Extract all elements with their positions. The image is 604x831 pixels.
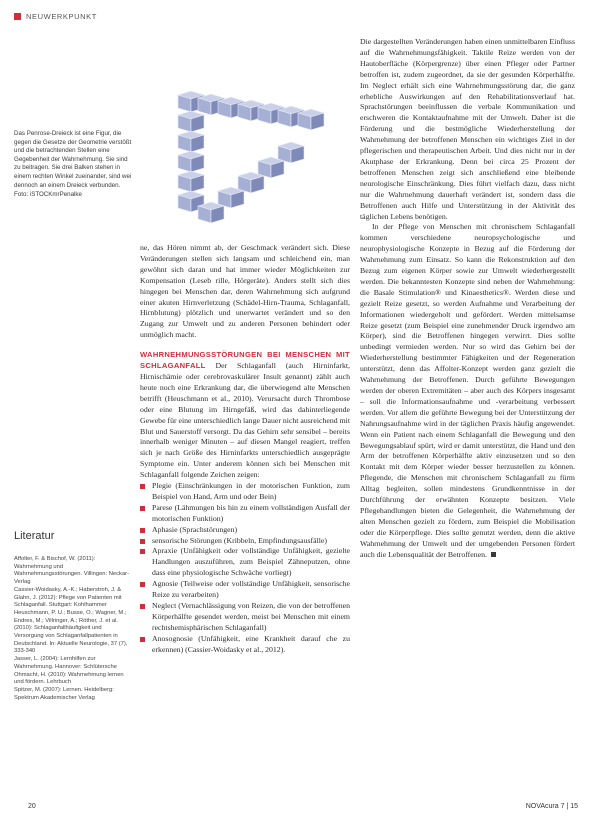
symptom-item: Neglect (Vernachlässigung von Reizen, die von der betroffenen Körperhälfte gesendet werden, meist bei Menschen mit einem rechtshemisphärischen Schlaganfall) — [140, 601, 350, 634]
symptom-item: Agnosie (Teilweise oder vollständige Unfähigkeit, sensorische Reize zu verarbeiten) — [140, 579, 350, 601]
cube — [278, 142, 304, 163]
symptom-item: Plegie (Einschränkungen in der motorischen Funktion, zum Beispiel von Hand, Arm und oder Bein) — [140, 481, 350, 503]
literature-reference: Heuschmann, P. U.; Busse, O.; Wagner, M.; Endres, M.; Villringer, A.; Röther, J. et al. (2010): Schlaganfallhäufigkeit und Versorgung von Schlaganfallpatienten in Deutschland. In: Aktuelle Neurologie, 37 (7), 333-340 — [14, 609, 128, 655]
figure-credit: Foto: iSTOCKmrPenalke — [14, 191, 82, 199]
right-paragraph-1: Die dargestellten Veränderungen haben einen unmittelbaren Einfluss auf die Wahrnehmungsfähigkeit. Taktile Reize werden von der Hautoberfläche (Körpergrenze) über einen Pfleger oder Partner betroffen ist, zudem zugeordnet, da sie der gesunden Körperhälfte. Im Neglect erhält sich eine Wahrnehmungsstörung dar, die ganz erhebliche Auswirkungen auf den Rehabilitationsverlauf hat. Sprachstörungen beeinflussen die verbale Kommunikation und erschweren die Kontaktaufnahme mit der Umwelt. Daher ist die Förderung und die bestmögliche Wiederherstellung der Wahrnehmung der betroffenen Menschen ein wichtiges Ziel in der pflegerischen und therapeutischen Arbeit. Und dies nicht nur in der Akutphase der Erkrankung. Denn bei circa 25 Prozent der betroffenen Menschen zeigt sich anschließend eine bleibende neurologische Einschränkung. Dies führt vielfach dazu, dass nicht nur die Wahrnehmung dauerhaft verändert ist, sondern dass die Betroffenen auch Hilfe und Unterstützung in der Aktivität des täglichen Lebens benötigen. — [360, 37, 575, 221]
symptom-list — [140, 481, 350, 656]
literature-reference: Affolter, F. & Bischof, W. (2011): Wahrnehmung und Wahrnehmungsstörungen. Villingen: Neckar-Verlag — [14, 556, 130, 586]
symptom-item: sensorische Störungen (Kribbeln, Empfindungsausfälle) — [140, 536, 350, 547]
penrose-triangle-figure — [150, 55, 360, 237]
section-label — [14, 12, 97, 21]
cube — [238, 172, 264, 193]
issue-label: NOVAcura 7 | 15 — [525, 803, 578, 810]
literature-list — [14, 556, 132, 702]
figure-caption — [14, 130, 132, 200]
cube — [198, 202, 224, 223]
figure-caption-text: Das Penrose-Dreieck ist eine Figur, die gegen die Gesetze der Geometrie verstößt und die betrachtenden Stellen eine Gegebenheit der Wahrnehmung. Sie sind zu beitragen. Sie drei Balken stehen in einem rechten Winkel zueinander, sind wei dennoch an einem Dreieck verbunden. — [14, 130, 132, 189]
section-marker — [14, 13, 21, 20]
intro-paragraph: ne, das Hören nimmt ab, der Geschmack verändert sich. Diese Veränderungen stellen sich langsam und schleichend ein, man gewöhnt sich daran und hat immer wieder Möglichkeiten zur Kompensation (Leseb rille, Hörgeräte). Anders stellt sich dies hingegen bei Menschen dar, deren Wahrnehmung sich aufgrund einer akuten Hirnverletzung (Schädel-Hirn-Trauma, Schlaganfall, Hirnblutung) plötzlich und unerwartet verändert und so den Zugang zur Umwelt und zu anderen Personen behindert oder unmöglich macht. — [140, 243, 350, 340]
body-text: Der Schlaganfall (auch Hirninfarkt, Hirnischämie oder cerebrovaskulärer Insult genannt) zählt auch heute noch eine Erkrankung dar, die überwiegend alte Menschen betrifft (Heuschmann et al., 2010). Verursacht durch Thrombose oder eine Blutung im Hirngefäß, wird das dahinterliegende Gewebe für eine unterschiedlich lange Dauer nicht ausreichend mit Blut und Sauerstoff versorgt. Da das Gehirn sehr sensibel – bereits innerhalb weniger Minuten – auf diesen Mangel reagiert, treffen sich je nach Größe des Hirninfarkts unterschiedlich ausgeprägte Symptome ein. Unter anderem können sich bei Menschen mit Schlaganfall folgende Zeichen zeigen: — [140, 361, 350, 480]
literature-reference: Jasser, L. (2004): Lernhilfen zur Wahrnehmung. Hannover: Schlütersche — [14, 656, 117, 670]
body-paragraph — [140, 350, 350, 481]
cube — [178, 131, 204, 152]
cube — [178, 171, 204, 192]
symptom-item: Anosognosie (Unfähigkeit, eine Krankheit darauf che zu erkennen) (Cassier-Woidasky et al., 2012). — [140, 634, 350, 656]
symptom-item: Apraxie (Unfähigkeit oder vollständige Unfähigkeit, gezielte Handlungen auszuführen, zum Beispiel Zähneputzen, ohne dass eine physiologische Schwäche vorliegt) — [140, 546, 350, 579]
end-marker — [491, 552, 496, 557]
cube — [218, 187, 244, 208]
right-paragraph-2-text: In der Pflege von Menschen mit chronischem Schlaganfall kommen verschiedene neuropsychologische und neurophysiologische Konzepte in Bezug auf die Förderung der Wahrnehmung zum Einsatz. So kann die Rekonstruktion auf den Bezug zum eigenen Körper sowie zur Umwelt wiederhergestellt werden. Die bekanntesten Konzepte sind neben der Wahrnehmung: die Basale Stimulation® und Kinaesthetics®. Werden diese und gezielt Reize gesetzt, so werden Aufnahme und Verarbeitung der Informationen wiedergeholt und gefördert. Werden mittelsamse Reize gesetzt (zum Beispiel eine zunehmender Druck irgendwo am Körper), sind die Betroffenen hingegen verwirrt. Dies sollte unbedingt vermieden werden. Nur so wird das Gehirn bei der Wiederherstellung bestimmter Fähigkeiten und der Regeneration unterstützt, denn das Affolter-Konzept werden ganz gezielt die Wahrnehmung der Betroffenen. Durch geführte Bewegungen werden der oberen Extremitäten – aber auch des Körpers insgesamt – soll die Informationsaufnahme und -verarbeitung verbessert werden. Vor allem die geführte Bewegung bei der Unterstützung der Nahrungsaufnahme wird in der täglichen Praxis häufig angewendet. Wenn ein Patient nach einem Schlaganfall die Bewegung und den Bewegungsablauf spürt, wird er damit unterstützt, die Hand und den Arm der betroffenen Körperhälfte aktiv einzusetzen und so den Kontakt mit dem Körper wieder besser herzustellen zu können. Pflegende, die Menschen mit chronischem Schlaganfall zu fürm Alltag begleiten, sollen mindestens Grundkenntnisse in der Durchführung der erwähnten Konzepte besitzen. Viele Pflegehandlungen bieten die Gelegenheit, die Wahrnehmung der alten Menschen gezielt zu fördern, zum Beispiel die Mobilisation oder die Körperpflege. Dies sollte genutzt werden, denn die aktive Wahrnehmung der Umwelt und der umgebenden Personen fördert auch die Lebensqualität der Betroffenen. — [360, 222, 575, 559]
symptom-item: Aphasie (Sprachstörungen) — [140, 525, 350, 536]
column-right — [360, 37, 575, 561]
literature-reference: Ohmacht, H. (2010): Wahrnehmung lernen und fördern. Lehrbuch — [14, 671, 124, 686]
symptom-item: Parese (Lähmungen bis hin zu einem vollständigen Ausfall der motorischen Funktion) — [140, 503, 350, 525]
column-middle — [140, 243, 350, 656]
literature-reference: Cassier-Woidasky, A.-K.; Haberstroh, J. & Glahn, J. (2012): Pflege von Patienten mit Schlaganfall. Stuttgart: Kohlhammer — [14, 586, 122, 609]
literature-title: Literatur — [14, 530, 55, 542]
cube — [178, 111, 204, 132]
right-paragraph-2 — [360, 222, 575, 560]
page-number: 20 — [28, 803, 36, 810]
section-label-text: NEUWERKPUNKT — [26, 12, 97, 21]
literature-reference: Spitzer, M. (2007): Lernen. Heidelberg: Spektrum Akademischer Verlag — [14, 686, 114, 701]
cube — [178, 151, 204, 172]
cube — [298, 109, 324, 130]
section-heading: WAHRNEHMUNGSSTÖRUNGEN BEI MENSCHEN MIT SCHLAGANFALL — [140, 350, 350, 371]
cube — [258, 157, 284, 178]
